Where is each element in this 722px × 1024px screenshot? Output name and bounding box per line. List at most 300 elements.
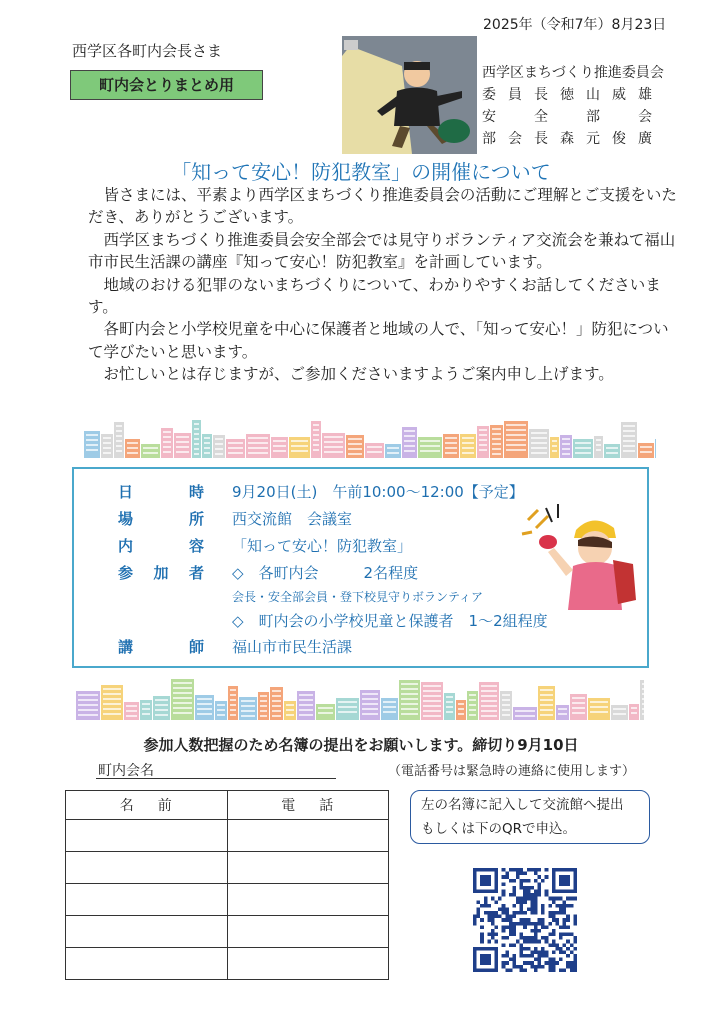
- qr-module: [573, 940, 577, 944]
- body-paragraph: お忙しいとは存じますが、ご参加くださいますようご案内申し上げます。: [103, 365, 614, 384]
- building-window: [299, 714, 313, 716]
- building-window: [401, 683, 418, 685]
- building-window: [401, 693, 418, 695]
- submit-line-1: 左の名簿に記入して交流館へ提出: [421, 797, 624, 813]
- qr-module: [491, 936, 495, 940]
- building-window: [299, 699, 313, 701]
- building-window: [173, 692, 192, 694]
- qr-module: [520, 872, 524, 876]
- qr-module: [530, 900, 534, 904]
- participants-item-1: ◇ 各町内会 2名程度: [232, 564, 419, 582]
- qr-module: [534, 940, 538, 944]
- building-window: [197, 698, 212, 700]
- qr-module: [530, 954, 534, 958]
- building-window: [446, 701, 453, 703]
- qr-module: [534, 965, 538, 969]
- name-cell[interactable]: [66, 884, 228, 916]
- qr-module: [509, 922, 513, 926]
- building-window: [420, 445, 440, 447]
- building-window: [572, 702, 585, 704]
- qr-module: [559, 933, 563, 937]
- qr-module: [538, 868, 542, 872]
- qr-module: [523, 886, 527, 890]
- qr-module: [520, 879, 524, 883]
- building-window: [445, 452, 457, 454]
- building-window: [176, 446, 189, 448]
- qr-module: [527, 954, 531, 958]
- addressee: 西学区各町内会長さま: [72, 42, 223, 60]
- qr-module: [523, 911, 527, 915]
- qr-module: [484, 897, 488, 901]
- building-window: [143, 452, 158, 454]
- qr-module: [477, 911, 481, 915]
- building-window: [230, 714, 236, 716]
- qr-module: [502, 929, 506, 933]
- building-window: [217, 714, 225, 716]
- building-window: [481, 690, 497, 692]
- building-window: [194, 453, 199, 455]
- qr-module: [538, 922, 542, 926]
- qr-module: [552, 933, 556, 937]
- qr-module: [520, 933, 524, 937]
- qr-module: [538, 950, 542, 954]
- building-window: [531, 437, 547, 439]
- qr-module: [527, 897, 531, 901]
- building-window: [116, 450, 122, 452]
- building-window: [103, 442, 111, 444]
- qr-module: [520, 965, 524, 969]
- qr-module: [563, 950, 567, 954]
- building-window: [423, 695, 441, 697]
- qr-module: [538, 961, 542, 965]
- usage-badge: 町内会とりまとめ用: [70, 70, 263, 100]
- qr-module: [563, 879, 567, 883]
- qr-module: [509, 879, 513, 883]
- qr-module: [480, 875, 484, 879]
- building-window: [299, 709, 313, 711]
- building-window: [204, 452, 210, 454]
- qr-module: [480, 954, 484, 958]
- qr-module: [548, 958, 552, 962]
- phone-cell[interactable]: [227, 820, 389, 852]
- building-window: [348, 448, 362, 450]
- qr-module: [534, 947, 538, 951]
- qr-module: [555, 890, 559, 894]
- table-row: [66, 948, 389, 980]
- building-window: [462, 442, 474, 444]
- qr-module: [552, 868, 556, 872]
- chair-name: 徳山威雄: [560, 87, 664, 103]
- qr-module: [548, 911, 552, 915]
- qr-module: [548, 961, 552, 965]
- building-window: [552, 450, 557, 452]
- building-window: [78, 699, 98, 701]
- building-window: [502, 694, 510, 696]
- building-window: [506, 429, 526, 431]
- building-window: [572, 697, 585, 699]
- qr-module: [545, 940, 549, 944]
- qr-module: [566, 904, 570, 908]
- townscape-illustration-icon: [76, 676, 644, 720]
- qr-module: [538, 882, 542, 886]
- building-window: [590, 701, 608, 703]
- building-window: [260, 705, 267, 707]
- building-window: [194, 438, 199, 440]
- building-window: [286, 714, 294, 716]
- qr-module: [516, 940, 520, 944]
- qr-module: [473, 961, 477, 965]
- qr-module: [538, 886, 542, 890]
- phone-cell[interactable]: [227, 852, 389, 884]
- building-window: [215, 448, 223, 450]
- qr-module: [552, 872, 556, 876]
- building-window: [272, 700, 281, 702]
- building-window: [286, 709, 294, 711]
- qr-module: [480, 882, 484, 886]
- name-cell[interactable]: [66, 820, 228, 852]
- building-window: [502, 709, 510, 711]
- building-window: [492, 443, 501, 445]
- qr-module: [559, 950, 563, 954]
- qr-module: [545, 875, 549, 879]
- qr-module: [502, 911, 506, 915]
- qr-code-icon[interactable]: [473, 868, 577, 972]
- qr-module: [512, 961, 516, 965]
- building-window: [531, 452, 547, 454]
- dept-head-name: 森元俊廣: [560, 131, 664, 147]
- qr-module: [573, 947, 577, 951]
- building-window: [623, 440, 635, 442]
- building-window: [116, 445, 122, 447]
- building-window: [404, 430, 415, 432]
- building-window: [313, 424, 319, 426]
- qr-module: [548, 943, 552, 947]
- building-window: [126, 710, 137, 712]
- chair-title: 委員長: [482, 87, 560, 103]
- place-label: 場所: [118, 510, 204, 528]
- building-window: [562, 448, 570, 450]
- building-window: [642, 698, 644, 700]
- building-window: [324, 436, 343, 438]
- qr-module: [484, 968, 488, 972]
- qr-module: [573, 958, 577, 962]
- building-window: [318, 707, 333, 709]
- qr-module: [473, 890, 477, 894]
- qr-module: [566, 868, 570, 872]
- building-window: [248, 452, 268, 454]
- building-window: [291, 445, 308, 447]
- qr-module: [527, 947, 531, 951]
- name-cell[interactable]: [66, 852, 228, 884]
- qr-module: [477, 868, 481, 872]
- qr-module: [527, 961, 531, 965]
- qr-module: [555, 947, 559, 951]
- qr-module: [495, 958, 499, 962]
- building-window: [506, 444, 526, 446]
- qr-module: [509, 929, 513, 933]
- qr-module: [491, 947, 495, 951]
- qr-module: [555, 918, 559, 922]
- qr-module: [552, 918, 556, 922]
- building-window: [479, 429, 487, 431]
- building-window: [324, 441, 343, 443]
- building-window: [404, 440, 415, 442]
- building-window: [78, 694, 98, 696]
- qr-module: [512, 954, 516, 958]
- qr-module: [516, 872, 520, 876]
- qr-module: [534, 872, 538, 876]
- qr-module: [530, 965, 534, 969]
- building-window: [492, 428, 501, 430]
- qr-module: [473, 947, 477, 951]
- qr-module: [530, 936, 534, 940]
- building-window: [272, 690, 281, 692]
- qr-module: [473, 872, 477, 876]
- qr-module: [527, 890, 531, 894]
- table-row: [66, 820, 389, 852]
- qr-module: [527, 922, 531, 926]
- qr-module: [480, 890, 484, 894]
- building-window: [623, 435, 635, 437]
- building-window: [469, 699, 476, 701]
- qr-module: [559, 868, 563, 872]
- qr-module: [487, 915, 491, 919]
- building-window: [575, 452, 591, 454]
- building-window: [230, 699, 236, 701]
- qr-module: [541, 950, 545, 954]
- qr-module: [530, 893, 534, 897]
- body-paragraph: 各町内会と小学校児童を中心に保護者と地域の人で、「知って安心！」防犯について学びたいと思います。: [88, 320, 669, 361]
- qr-module: [573, 868, 577, 872]
- participants-note: 会長・安全部会員・登下校見守りボランティア: [232, 590, 484, 604]
- qr-module: [530, 868, 534, 872]
- building-window: [606, 447, 618, 449]
- building-window: [103, 698, 121, 700]
- building-window: [401, 713, 418, 715]
- safety-dept: 安全部会: [482, 109, 690, 125]
- qr-module: [477, 947, 481, 951]
- qr-module: [552, 886, 556, 890]
- qr-module: [563, 890, 567, 894]
- qr-module: [520, 936, 524, 940]
- building-window: [462, 437, 474, 439]
- qr-module: [555, 961, 559, 965]
- qr-module: [473, 965, 477, 969]
- building-window: [86, 449, 98, 451]
- qr-module: [534, 900, 538, 904]
- qr-module: [573, 968, 577, 972]
- building-window: [479, 439, 487, 441]
- qr-module: [559, 911, 563, 915]
- building-window: [103, 693, 121, 695]
- qr-module: [505, 925, 509, 929]
- building-window: [423, 710, 441, 712]
- qr-module: [563, 882, 567, 886]
- sender-org: 西学区まちづくり推進委員会: [482, 65, 664, 81]
- building-window: [506, 439, 526, 441]
- building-window: [631, 712, 637, 714]
- participants-item-2: ◇ 町内会の小学校児童と保護者 1～2組程度: [232, 612, 548, 630]
- building-window: [338, 711, 357, 713]
- building-window: [481, 705, 497, 707]
- lecturer-label: 講師: [118, 638, 204, 656]
- qr-module: [538, 893, 542, 897]
- chonaikai-name-label: 町内会名: [98, 763, 154, 779]
- building-window: [458, 713, 464, 715]
- qr-module: [534, 933, 538, 937]
- qr-module: [570, 965, 574, 969]
- qr-module: [484, 868, 488, 872]
- qr-module: [495, 890, 499, 894]
- qr-module: [487, 968, 491, 972]
- qr-module: [573, 872, 577, 876]
- qr-module: [495, 879, 499, 883]
- qr-module: [523, 925, 527, 929]
- qr-module: [473, 882, 477, 886]
- qr-module: [566, 882, 570, 886]
- building-window: [590, 711, 608, 713]
- qr-module: [555, 904, 559, 908]
- building-window: [469, 694, 476, 696]
- building-window: [383, 706, 396, 708]
- qr-module: [502, 875, 506, 879]
- building-window: [552, 440, 557, 442]
- qr-module: [548, 968, 552, 972]
- building-window: [324, 446, 343, 448]
- building-window: [78, 704, 98, 706]
- qr-module: [566, 875, 570, 879]
- qr-module: [516, 965, 520, 969]
- qr-module: [541, 925, 545, 929]
- qr-module: [570, 968, 574, 972]
- qr-module: [538, 958, 542, 962]
- qr-module: [512, 933, 516, 937]
- qr-module: [512, 911, 516, 915]
- qr-module: [516, 875, 520, 879]
- qr-module: [523, 922, 527, 926]
- qr-module: [477, 968, 481, 972]
- qr-module: [487, 904, 491, 908]
- qr-module: [509, 958, 513, 962]
- qr-module: [559, 936, 563, 940]
- building-window: [313, 444, 319, 446]
- qr-module: [495, 940, 499, 944]
- building-window: [540, 704, 553, 706]
- phone-cell[interactable]: [227, 916, 389, 948]
- qr-module: [505, 950, 509, 954]
- building-window: [313, 434, 319, 436]
- building-window: [299, 704, 313, 706]
- qr-module: [527, 918, 531, 922]
- qr-module: [473, 922, 477, 926]
- qr-module: [563, 868, 567, 872]
- qr-module: [512, 943, 516, 947]
- qr-module: [534, 922, 538, 926]
- building-window: [272, 695, 281, 697]
- qr-module: [473, 918, 477, 922]
- building-window: [642, 693, 644, 695]
- name-cell[interactable]: [66, 916, 228, 948]
- building-window: [204, 437, 210, 439]
- qr-module: [487, 868, 491, 872]
- qr-module: [530, 961, 534, 965]
- qr-module: [555, 897, 559, 901]
- content-label: 内容: [118, 537, 204, 555]
- building-window: [481, 710, 497, 712]
- building-window: [241, 710, 255, 712]
- qr-module: [559, 890, 563, 894]
- body-paragraph: 地域のおける犯罪のないまちづくりについて、わかりやすくお話してくださいます。: [88, 275, 661, 317]
- qr-module: [559, 879, 563, 883]
- building-window: [623, 445, 635, 447]
- name-cell[interactable]: [66, 948, 228, 980]
- qr-module: [495, 925, 499, 929]
- qr-module: [534, 968, 538, 972]
- building-window: [348, 453, 362, 455]
- building-window: [401, 688, 418, 690]
- building-window: [299, 694, 313, 696]
- chonaikai-name-field[interactable]: [96, 778, 336, 779]
- building-window: [606, 452, 618, 454]
- building-window: [383, 711, 396, 713]
- building-window: [142, 713, 150, 715]
- qr-module: [473, 954, 477, 958]
- building-shape: [556, 705, 569, 720]
- qr-module: [570, 868, 574, 872]
- qr-module: [534, 925, 538, 929]
- qr-module: [473, 875, 477, 879]
- building-window: [423, 700, 441, 702]
- building-window: [260, 700, 267, 702]
- building-window: [367, 451, 382, 453]
- qr-module: [573, 886, 577, 890]
- qr-module: [559, 968, 563, 972]
- building-window: [143, 447, 158, 449]
- qr-module: [495, 875, 499, 879]
- qr-module: [491, 915, 495, 919]
- building-window: [404, 450, 415, 452]
- building-window: [552, 445, 557, 447]
- building-window: [506, 449, 526, 451]
- qr-module: [552, 897, 556, 901]
- qr-module: [566, 940, 570, 944]
- phone-cell[interactable]: [227, 948, 389, 980]
- qr-module: [523, 954, 527, 958]
- qr-module: [563, 933, 567, 937]
- phone-column-header: 電話: [227, 791, 389, 820]
- qr-module: [545, 936, 549, 940]
- qr-module: [487, 933, 491, 937]
- sender-block: [482, 62, 690, 150]
- qr-module: [541, 879, 545, 883]
- qr-module: [516, 868, 520, 872]
- building-window: [642, 688, 644, 690]
- qr-module: [505, 954, 509, 958]
- building-window: [479, 434, 487, 436]
- qr-module: [491, 968, 495, 972]
- phone-cell[interactable]: [227, 884, 389, 916]
- qr-module: [548, 904, 552, 908]
- qr-module: [552, 915, 556, 919]
- qr-module: [484, 890, 488, 894]
- qr-module: [502, 943, 506, 947]
- building-window: [590, 706, 608, 708]
- qr-module: [502, 918, 506, 922]
- qr-module: [566, 961, 570, 965]
- building-window: [163, 441, 171, 443]
- qr-module: [563, 968, 567, 972]
- qr-module: [477, 890, 481, 894]
